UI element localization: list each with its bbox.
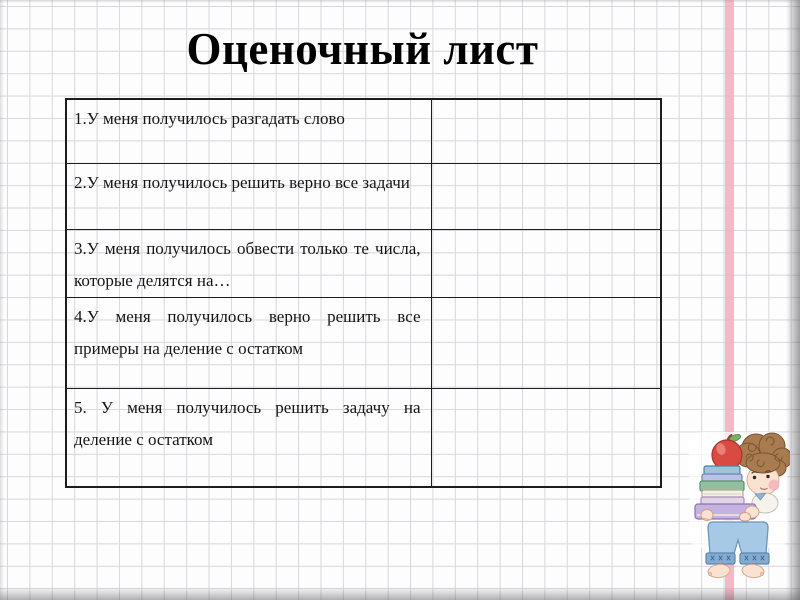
table-row [66,297,661,388]
table-row [66,163,661,229]
table-row [66,229,661,297]
criterion-cell: 5. У меня получилось решить задачу на деление с остатком [66,388,431,487]
criterion-cell: 4.У меня получилось верно решить все примеры на деление с остатком [66,297,431,388]
answer-cell [431,163,661,229]
slide-shadow-top [0,0,800,3]
criterion-cell: 2.У меня получилось решить верно все задачи [66,163,431,229]
evaluation-table [65,98,662,488]
boy-cheek [769,480,780,491]
table-row [66,388,661,487]
criterion-cell: 3.У меня получилось обвести только те числа, которые делятся на… [66,229,431,297]
boy-with-books-clipart [686,430,790,586]
slide-shadow-left [0,0,4,600]
boy-feet [707,563,764,578]
answer-cell [431,297,661,388]
boy-shorts [708,522,768,554]
answer-cell [431,388,661,487]
answer-cell [431,99,661,163]
criterion-cell: 1.У меня получилось разгадать слово [66,99,431,163]
shorts-cuffs [706,553,769,564]
slide-shadow-bottom [0,587,800,600]
slide-title: Оценочный лист [186,24,539,74]
answer-cell [431,229,661,297]
table-row [66,99,661,163]
